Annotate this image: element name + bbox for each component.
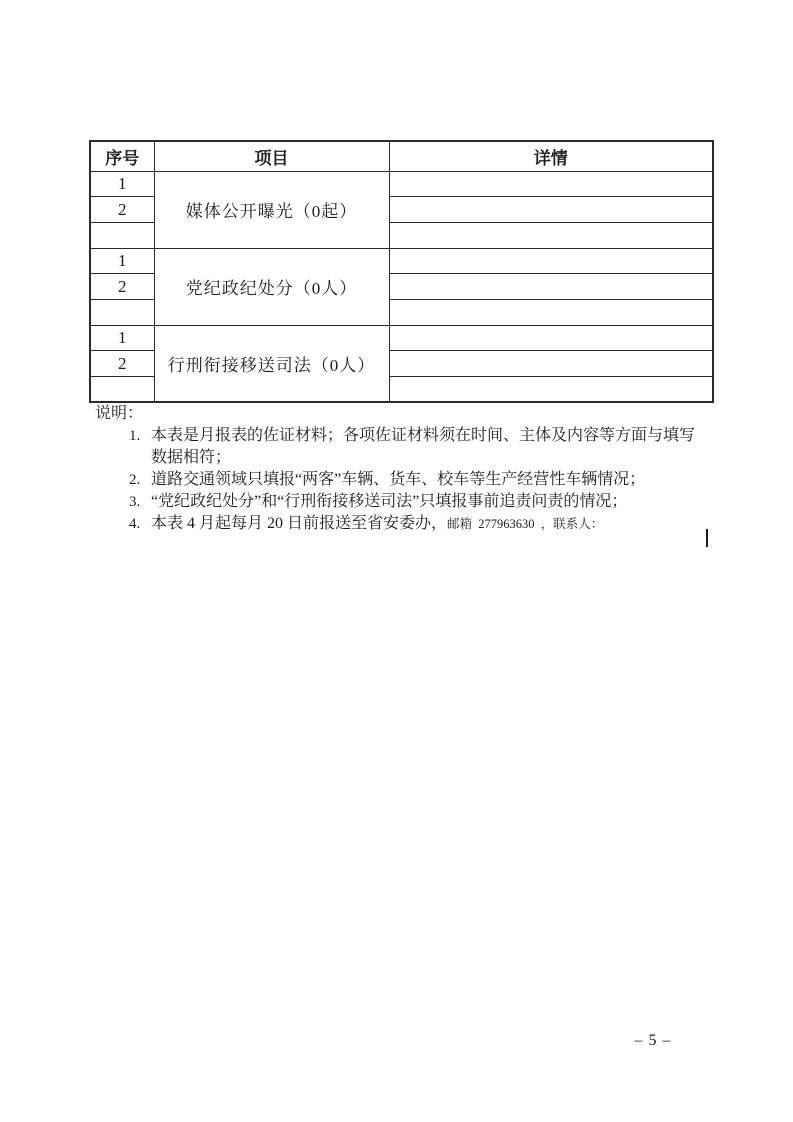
seq-cell[interactable]: 1 bbox=[90, 325, 154, 351]
notes-section bbox=[95, 403, 707, 535]
note-text[interactable] bbox=[151, 491, 707, 513]
report-table bbox=[89, 140, 714, 403]
seq-cell[interactable]: 1 bbox=[90, 248, 154, 274]
header-cell-seq: 序号 bbox=[90, 141, 154, 171]
note-text-main: “党纪政纪处分”和“行刑衔接移送司法”只填报事前追责问责的情况； bbox=[151, 493, 628, 510]
note-text-small: 邮箱 277963630 ，联系人： bbox=[447, 517, 604, 531]
table-header-row bbox=[90, 141, 713, 171]
detail-cell[interactable] bbox=[389, 351, 713, 377]
note-text[interactable] bbox=[151, 513, 707, 535]
seq-cell[interactable]: 2 bbox=[90, 274, 154, 300]
detail-cell[interactable] bbox=[389, 299, 713, 325]
note-text-main: 道路交通领域只填报“两客”车辆、货车、校车等生产经营性车辆情况； bbox=[151, 471, 646, 488]
detail-cell[interactable] bbox=[389, 197, 713, 223]
note-item-3 bbox=[95, 491, 707, 513]
seq-cell[interactable] bbox=[90, 299, 154, 325]
note-number: 1. bbox=[129, 428, 141, 444]
seq-cell[interactable] bbox=[90, 222, 154, 248]
detail-cell[interactable] bbox=[389, 325, 713, 351]
table-row bbox=[90, 171, 713, 197]
note-number: 3. bbox=[129, 494, 141, 510]
page-number: – 5 – bbox=[634, 1032, 672, 1049]
note-text[interactable] bbox=[151, 425, 707, 469]
detail-cell[interactable] bbox=[389, 274, 713, 300]
note-item-2 bbox=[95, 469, 707, 491]
seq-cell[interactable] bbox=[90, 377, 154, 403]
table-row bbox=[90, 248, 713, 274]
detail-cell[interactable] bbox=[389, 222, 713, 248]
header-cell-item: 项目 bbox=[154, 141, 389, 171]
notes-title[interactable]: 说明： bbox=[95, 405, 144, 422]
table-row bbox=[90, 325, 713, 351]
item-label-cell[interactable]: 行刑衔接移送司法（0人） bbox=[154, 325, 389, 402]
note-number: 2. bbox=[129, 472, 141, 488]
text-caret bbox=[706, 529, 708, 547]
seq-cell[interactable]: 2 bbox=[90, 351, 154, 377]
detail-cell[interactable] bbox=[389, 248, 713, 274]
note-number: 4. bbox=[129, 516, 141, 532]
note-text[interactable] bbox=[151, 469, 707, 491]
note-text-main: 本表是月报表的佐证材料；各项佐证材料须在时间、主体及内容等方面与填写数据相符； bbox=[151, 427, 696, 466]
detail-cell[interactable] bbox=[389, 171, 713, 197]
item-label-cell[interactable]: 媒体公开曝光（0起） bbox=[154, 171, 389, 248]
detail-cell[interactable] bbox=[389, 377, 713, 403]
header-cell-detail: 详情 bbox=[389, 141, 713, 171]
item-label-cell[interactable]: 党纪政纪处分（0人） bbox=[154, 248, 389, 325]
note-item-1 bbox=[95, 425, 707, 469]
seq-cell[interactable]: 2 bbox=[90, 197, 154, 223]
note-text-main: 本表 4 月起每月 20 日前报送至省安委办， bbox=[151, 515, 448, 532]
seq-cell[interactable]: 1 bbox=[90, 171, 154, 197]
note-item-4 bbox=[95, 513, 707, 535]
